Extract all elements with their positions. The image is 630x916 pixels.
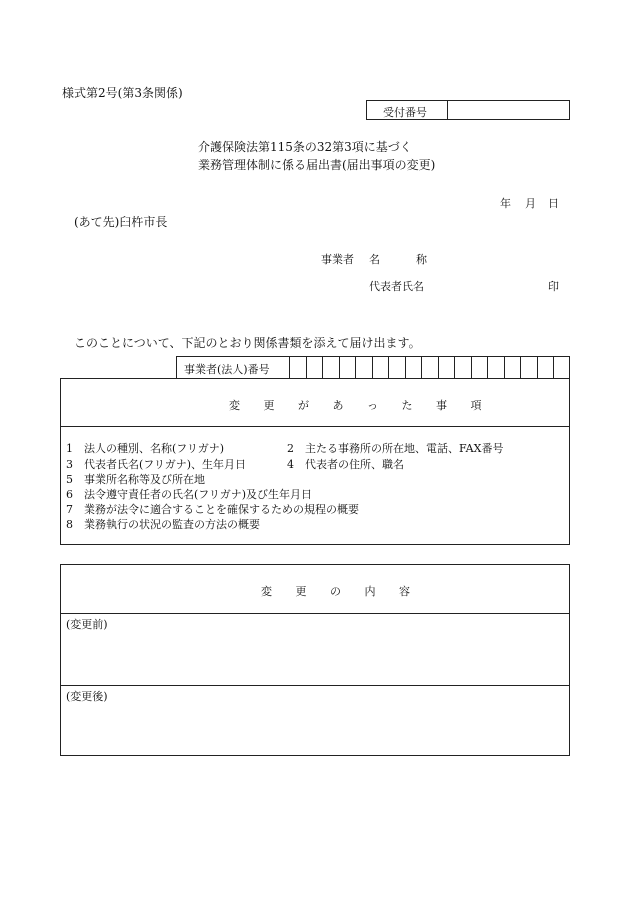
operator-number-digit[interactable]	[374, 360, 388, 374]
change-content-box	[60, 564, 570, 756]
changed-item-7: 7 業務が法令に適合することを確保するための規程の概要	[66, 503, 359, 516]
change-before-field[interactable]	[66, 631, 564, 681]
operator-number-digit[interactable]	[407, 360, 421, 374]
change-before-label: (変更前)	[66, 618, 108, 631]
operator-number-digit[interactable]	[423, 360, 437, 374]
changed-items-box	[60, 378, 570, 545]
title-line-1: 介護保険法第115条の32第3項に基づく	[198, 140, 412, 154]
applicant-name-field[interactable]	[440, 251, 560, 265]
operator-number-digit[interactable]	[291, 360, 305, 374]
operator-number-digit[interactable]	[308, 360, 322, 374]
date-month: 月	[525, 197, 536, 210]
operator-number-digit[interactable]	[456, 360, 470, 374]
operator-number-digit[interactable]	[440, 360, 454, 374]
changed-items-heading: 変 更 が あ っ た 事 項	[229, 399, 492, 412]
receipt-number-box	[366, 100, 570, 120]
operator-number-digit[interactable]	[341, 360, 355, 374]
change-content-heading: 変 更 の 内 容	[261, 585, 420, 598]
change-after-field[interactable]	[66, 703, 564, 751]
change-after-label: (変更後)	[66, 690, 108, 703]
receipt-number-field[interactable]	[453, 104, 563, 118]
operator-number-digit[interactable]	[357, 360, 371, 374]
changed-item-2: 2 主たる事務所の所在地、電話、FAX番号	[287, 442, 504, 455]
operator-number-digit[interactable]	[522, 360, 536, 374]
operator-number-row	[176, 356, 570, 378]
changed-item-6: 6 法令遵守責任者の氏名(フリガナ)及び生年月日	[66, 488, 313, 501]
applicant-name-label-1: 名	[369, 253, 380, 266]
title-line-2: 業務管理体制に係る届出書(届出事項の変更)	[198, 158, 436, 172]
date-day: 日	[548, 197, 559, 210]
changed-item-5: 5 事業所名称等及び所在地	[66, 473, 205, 486]
operator-number-digit[interactable]	[489, 360, 503, 374]
operator-number-digit[interactable]	[390, 360, 404, 374]
representative-field[interactable]	[440, 278, 540, 292]
receipt-number-label: 受付番号	[383, 106, 427, 119]
representative-label: 代表者氏名	[369, 280, 424, 293]
intro-text: このことについて、下記のとおり関係書類を添えて届け出ます。	[74, 336, 421, 350]
operator-number-digit[interactable]	[473, 360, 487, 374]
applicant-label: 事業者	[321, 253, 354, 266]
changed-item-3: 3 代表者氏名(フリガナ)、生年月日	[66, 458, 247, 471]
changed-item-4: 4 代表者の住所、職名	[287, 458, 404, 471]
applicant-name-label-2: 称	[416, 253, 427, 266]
seal-mark: 印	[548, 280, 559, 293]
form-number: 様式第2号(第3条関係)	[62, 86, 183, 100]
operator-number-label: 事業者(法人)番号	[184, 363, 270, 376]
operator-number-digit[interactable]	[539, 360, 553, 374]
changed-item-8: 8 業務執行の状況の監査の方法の概要	[66, 518, 260, 531]
operator-number-digit[interactable]	[506, 360, 520, 374]
operator-number-digit[interactable]	[555, 360, 569, 374]
date-year: 年	[500, 197, 511, 210]
operator-number-digit[interactable]	[324, 360, 338, 374]
addressee: (あて先)臼杵市長	[74, 215, 168, 229]
changed-item-1: 1 法人の種別、名称(フリガナ)	[66, 442, 225, 455]
